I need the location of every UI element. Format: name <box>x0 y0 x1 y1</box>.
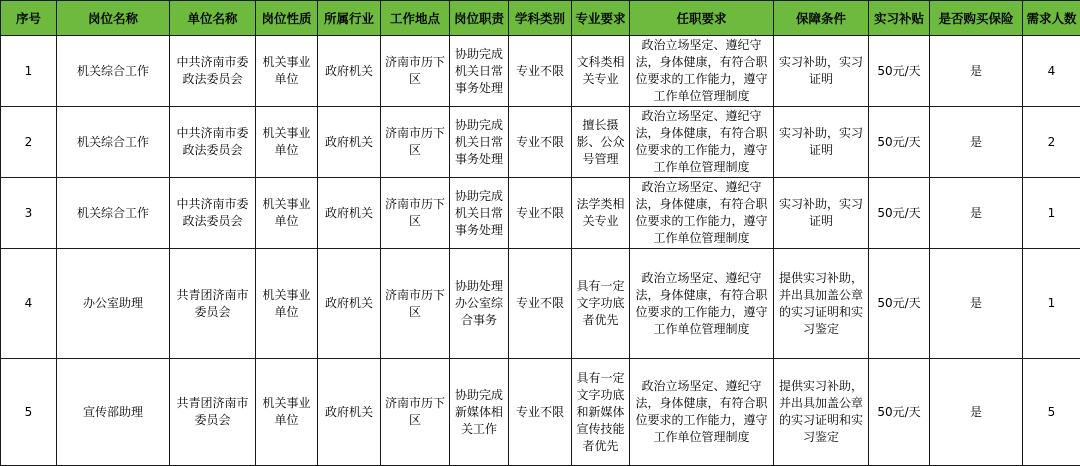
cell-position: 办公室助理 <box>57 249 170 359</box>
cell-insurance: 是 <box>930 107 1023 178</box>
header-cell-no: 序号 <box>1 1 57 36</box>
cell-requirement: 政治立场坚定、遵纪守法，身体健康，有符合职位要求的工作能力，遵守工作单位管理制度 <box>630 36 774 107</box>
cell-count: 1 <box>1023 178 1080 249</box>
cell-subsidy: 50元/天 <box>869 36 930 107</box>
cell-count: 4 <box>1023 36 1080 107</box>
cell-guarantee: 实习补助，实习证明 <box>774 178 869 249</box>
table-row <box>1 249 1080 359</box>
cell-requirement: 政治立场坚定、遵纪守法，身体健康，有符合职位要求的工作能力，遵守工作单位管理制度 <box>630 249 774 359</box>
cell-no: 2 <box>1 107 57 178</box>
cell-industry: 政府机关 <box>318 249 381 359</box>
cell-insurance: 是 <box>930 178 1023 249</box>
cell-major: 具有一定文字功底和新媒体宣传技能者优先 <box>572 359 630 466</box>
cell-unit: 中共济南市委政法委员会 <box>170 178 256 249</box>
cell-no: 5 <box>1 359 57 466</box>
cell-unit: 共青团济南市委员会 <box>170 249 256 359</box>
header-cell-major: 专业要求 <box>572 1 630 36</box>
cell-nature: 机关事业单位 <box>256 107 318 178</box>
cell-duty: 协助完成机关日常事务处理 <box>450 36 509 107</box>
cell-location: 济南市历下区 <box>381 359 450 466</box>
cell-discipline: 专业不限 <box>509 178 572 249</box>
cell-subsidy: 50元/天 <box>869 178 930 249</box>
cell-discipline: 专业不限 <box>509 107 572 178</box>
cell-position: 宣传部助理 <box>57 359 170 466</box>
header-cell-requirement: 任职要求 <box>630 1 774 36</box>
cell-duty: 协助完成机关日常事务处理 <box>450 178 509 249</box>
cell-no: 3 <box>1 178 57 249</box>
cell-duty: 协助完成新媒体相关工作 <box>450 359 509 466</box>
cell-unit: 中共济南市委政法委员会 <box>170 107 256 178</box>
cell-insurance: 是 <box>930 36 1023 107</box>
cell-nature: 机关事业单位 <box>256 36 318 107</box>
header-cell-duty: 岗位职责 <box>450 1 509 36</box>
cell-industry: 政府机关 <box>318 36 381 107</box>
table-row <box>1 36 1080 107</box>
header-cell-nature: 岗位性质 <box>256 1 318 36</box>
cell-count: 1 <box>1023 249 1080 359</box>
cell-discipline: 专业不限 <box>509 359 572 466</box>
table-row <box>1 178 1080 249</box>
cell-subsidy: 50元/天 <box>869 107 930 178</box>
cell-location: 济南市历下区 <box>381 249 450 359</box>
cell-insurance: 是 <box>930 249 1023 359</box>
cell-industry: 政府机关 <box>318 359 381 466</box>
header-cell-position: 岗位名称 <box>57 1 170 36</box>
header-row <box>1 1 1080 36</box>
cell-location: 济南市历下区 <box>381 178 450 249</box>
cell-requirement: 政治立场坚定、遵纪守法，身体健康，有符合职位要求的工作能力，遵守工作单位管理制度 <box>630 359 774 466</box>
header-cell-insurance: 是否购买保险 <box>930 1 1023 36</box>
cell-major: 文科类相关专业 <box>572 36 630 107</box>
cell-guarantee: 提供实习补助，并出具加盖公章的实习证明和实习鉴定 <box>774 359 869 466</box>
cell-guarantee: 提供实习补助，并出具加盖公章的实习证明和实习鉴定 <box>774 249 869 359</box>
cell-major: 法学类相关专业 <box>572 178 630 249</box>
cell-nature: 机关事业单位 <box>256 249 318 359</box>
cell-position: 机关综合工作 <box>57 178 170 249</box>
header-cell-count: 需求人数 <box>1023 1 1080 36</box>
header-cell-industry: 所属行业 <box>318 1 381 36</box>
table-row <box>1 359 1080 466</box>
cell-major: 具有一定文字功底者优先 <box>572 249 630 359</box>
cell-major: 擅长摄影、公众号管理 <box>572 107 630 178</box>
cell-discipline: 专业不限 <box>509 36 572 107</box>
cell-insurance: 是 <box>930 359 1023 466</box>
cell-guarantee: 实习补助，实习证明 <box>774 107 869 178</box>
header-cell-discipline: 学科类别 <box>509 1 572 36</box>
cell-location: 济南市历下区 <box>381 107 450 178</box>
header-cell-guarantee: 保障条件 <box>774 1 869 36</box>
cell-unit: 共青团济南市委员会 <box>170 359 256 466</box>
cell-no: 1 <box>1 36 57 107</box>
cell-unit: 中共济南市委政法委员会 <box>170 36 256 107</box>
cell-count: 5 <box>1023 359 1080 466</box>
cell-industry: 政府机关 <box>318 178 381 249</box>
cell-position: 机关综合工作 <box>57 107 170 178</box>
cell-nature: 机关事业单位 <box>256 359 318 466</box>
header-cell-subsidy: 实习补贴 <box>869 1 930 36</box>
cell-discipline: 专业不限 <box>509 249 572 359</box>
cell-guarantee: 实习补助，实习证明 <box>774 36 869 107</box>
cell-requirement: 政治立场坚定、遵纪守法，身体健康，有符合职位要求的工作能力，遵守工作单位管理制度 <box>630 107 774 178</box>
table-row <box>1 107 1080 178</box>
cell-subsidy: 50元/天 <box>869 249 930 359</box>
cell-subsidy: 50元/天 <box>869 359 930 466</box>
cell-position: 机关综合工作 <box>57 36 170 107</box>
cell-duty: 协助处理办公室综合事务 <box>450 249 509 359</box>
header-cell-unit: 单位名称 <box>170 1 256 36</box>
cell-requirement: 政治立场坚定、遵纪守法，身体健康，有符合职位要求的工作能力，遵守工作单位管理制度 <box>630 178 774 249</box>
cell-no: 4 <box>1 249 57 359</box>
header-cell-location: 工作地点 <box>381 1 450 36</box>
cell-duty: 协助完成机关日常事务处理 <box>450 107 509 178</box>
cell-industry: 政府机关 <box>318 107 381 178</box>
cell-count: 2 <box>1023 107 1080 178</box>
cell-nature: 机关事业单位 <box>256 178 318 249</box>
cell-location: 济南市历下区 <box>381 36 450 107</box>
